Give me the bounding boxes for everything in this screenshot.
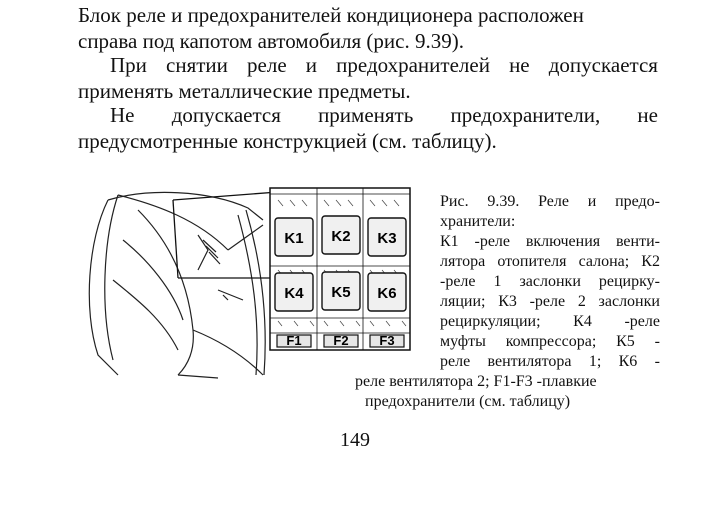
svg-text:K4: K4: [284, 285, 304, 302]
word: реле: [247, 53, 287, 77]
svg-text:K5: K5: [331, 284, 351, 301]
paragraph-3-line-2: предусмотренные конструкцией (см. таблицу).: [78, 129, 497, 153]
leader-lines: [173, 192, 278, 278]
figure-caption-tail: [355, 372, 597, 412]
word: не: [509, 53, 530, 77]
fuse-f2: [324, 333, 358, 348]
word: предохранители,: [450, 103, 601, 127]
relay-k1: [275, 218, 313, 256]
paragraph-2-line-1: [78, 52, 658, 78]
figure-relay-block: [78, 180, 428, 380]
svg-text:K1: K1: [284, 230, 304, 247]
svg-text:K6: K6: [377, 285, 397, 302]
relay-k6: [368, 273, 406, 311]
caption-tail-line-2: предохранители (см. таблицу): [365, 393, 571, 410]
word: допускается: [548, 53, 658, 77]
caption-line-9: реле вентилятора 1; К6 -: [440, 353, 660, 370]
caption-line-6: ляции; К3 -реле 2 заслонки: [440, 293, 660, 310]
relay-k2: [322, 216, 360, 254]
fuse-f3: [370, 333, 404, 348]
word: и: [305, 53, 318, 77]
caption-line-4: лятора отопителя салона; К2: [440, 253, 660, 270]
caption-line-5: -реле 1 заслонки рецирку-: [440, 273, 660, 290]
relay-k5: [322, 272, 360, 310]
svg-text:K2: K2: [331, 228, 351, 245]
paragraph-2-line-2: применять металлические предметы.: [78, 79, 411, 103]
caption-line-8: муфты компрессора; К5 -: [440, 333, 660, 350]
word: Не: [110, 103, 135, 127]
fuse-f1: [277, 333, 311, 348]
relay-k4: [275, 273, 313, 311]
word: допускается: [171, 103, 281, 127]
caption-line-3: К1 -реле включения венти-: [440, 233, 660, 250]
page-number: 149: [340, 429, 370, 451]
caption-line-2: хранители:: [440, 213, 516, 230]
paragraph-3-line-1: [78, 102, 658, 128]
paragraph-2: [78, 52, 658, 104]
car-hood-outline-drawing: [89, 192, 265, 378]
paragraph-1-line-1: Блок реле и предохранителей кондиционера расположен: [78, 3, 584, 27]
relay-fuse-block: [270, 188, 410, 350]
svg-text:F1: F1: [286, 333, 302, 348]
word: снятии: [166, 53, 228, 77]
svg-text:K3: K3: [377, 230, 397, 247]
svg-text:F3: F3: [379, 333, 395, 348]
caption-line-7: рециркуляции; К4 -реле: [440, 313, 660, 330]
paragraph-1-line-2: справа под капотом автомобиля (рис. 9.39).: [78, 29, 464, 53]
relay-k3: [368, 218, 406, 256]
paragraph-1: [78, 2, 658, 54]
svg-text:F2: F2: [333, 333, 349, 348]
figure-caption: [440, 192, 660, 372]
caption-line-1: Рис. 9.39. Реле и предо-: [440, 193, 660, 210]
caption-tail-line-1: реле вентилятора 2; F1-F3 -плавкие: [355, 373, 597, 390]
word: применять: [318, 103, 414, 127]
paragraph-3: [78, 102, 658, 154]
word: предохранителей: [336, 53, 490, 77]
word: При: [110, 53, 147, 77]
word: не: [637, 103, 658, 127]
